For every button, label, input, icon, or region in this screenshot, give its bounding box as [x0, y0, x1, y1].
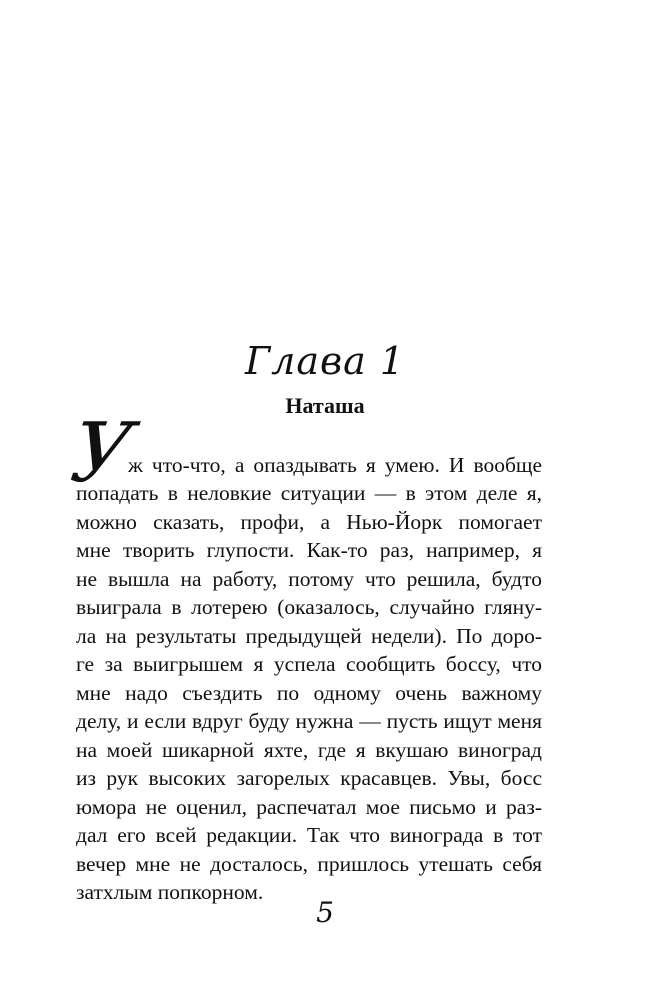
body-line: не вышла на работу, потому что решила, будто	[76, 567, 542, 591]
body-line: выиграла в лотерею (оказалось, случайно гляну-	[76, 595, 542, 619]
body-line: ла на результаты предыдущей недели). По доро-	[76, 624, 542, 648]
body-line: попадать в неловкие ситуации — в этом деле я,	[76, 481, 542, 505]
body-line: юмора не оценил, распечатал мое письмо и раз-	[76, 795, 542, 819]
body-line: из рук высоких загорелых красавцев. Увы, босс	[76, 766, 542, 790]
body-line: делу, и если вдруг буду нужна — пусть ищут меня	[76, 709, 542, 733]
page-number: 5	[316, 896, 334, 929]
body-line: на моей шикарной яхте, где я вкушаю виноград	[76, 738, 542, 762]
body-line: мне надо съездить по одному очень важному	[76, 681, 542, 705]
chapter-title: Глава 1	[244, 339, 406, 383]
body-line: ге за выигрышем я успела сообщить боссу, что	[76, 652, 542, 676]
body-line: вечер мне не досталось, пришлось утешать себя	[76, 852, 542, 876]
body-line: дал его всей редакции. Так что винограда в тот	[76, 823, 542, 847]
body-line: можно сказать, профи, а Нью-Йорк помогает	[76, 510, 542, 534]
chapter-subtitle: Наташа	[285, 393, 365, 418]
body-line: ж что-что, а опаздывать я умею. И вообще	[128, 453, 542, 477]
body-line: затхлым попкорном.	[76, 880, 264, 904]
body-line: мне творить глупости. Как-то раз, например, я	[76, 538, 542, 562]
drop-cap: У	[65, 406, 139, 501]
